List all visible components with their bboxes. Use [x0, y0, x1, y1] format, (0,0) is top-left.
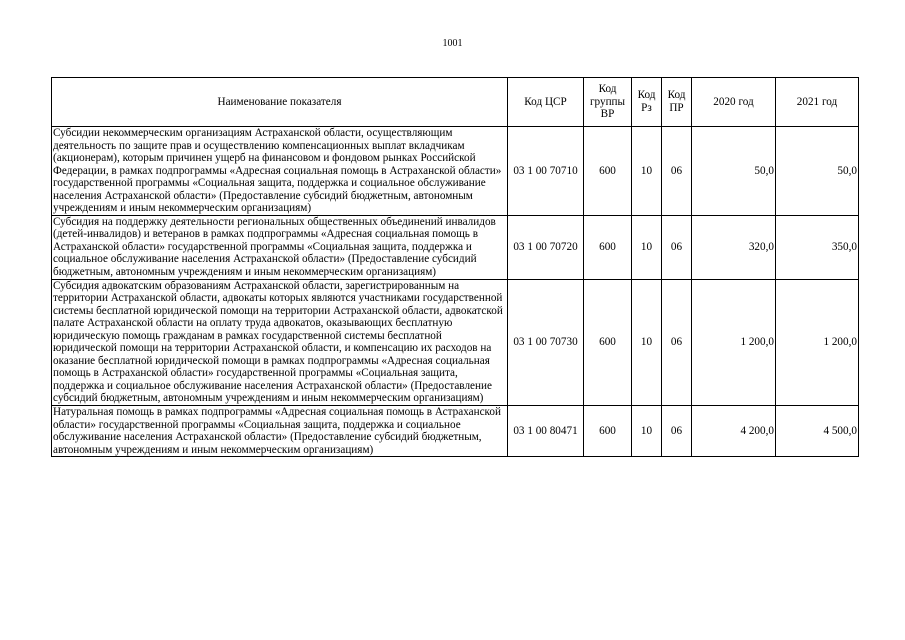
row-rz-code: 10 — [632, 406, 662, 457]
row-amount-2020: 320,0 — [692, 215, 776, 279]
table-row — [52, 215, 859, 279]
row-vr-code: 600 — [584, 406, 632, 457]
row-csr-code: 03 1 00 70720 — [508, 215, 584, 279]
row-pr-code: 06 — [662, 279, 692, 405]
header-year-2021: 2021 год — [776, 78, 859, 127]
row-rz-code: 10 — [632, 127, 662, 216]
table-row — [52, 406, 859, 457]
header-csr-code: Код ЦСР — [508, 78, 584, 127]
row-amount-2021: 4 500,0 — [776, 406, 859, 457]
row-pr-code: 06 — [662, 406, 692, 457]
header-year-2020: 2020 год — [692, 78, 776, 127]
budget-table — [51, 77, 859, 457]
row-vr-code: 600 — [584, 127, 632, 216]
row-pr-code: 06 — [662, 215, 692, 279]
row-name: Субсидия адвокатским образованиям Астраханской области, зарегистрированным на территории Астраханской области, адвокаты которых являются участниками государственной системы бесплатной юридической помощи на территории Астраханской области, адвокатской палате Астраханской области на оплату труда адвокатов, оказывающих бесплатную юридическую помощь гражданам в рамках государственной системы бесплатной юридической помощи на территории Астраханской области, и компенсацию их расходов на оказание бесплатной юридической помощи в рамках подпрограммы «Адресная социальная помощь в Астраханской области» государственной программы «Социальная защита, поддержка и социальное обслуживание населения Астраханской области» (Предоставление субсидий бюджетным, автономным учреждениям и иным некоммерческим организациям) — [52, 279, 508, 405]
row-name: Натуральная помощь в рамках подпрограммы «Адресная социальная помощь в Астраханской области» государственной программы «Социальная защита, поддержка и социальное обслуживание населения Астраханской области» (Предоставление субсидий бюджетным, автономным учреждениям и иным некоммерческим организациям) — [52, 406, 508, 457]
row-pr-code: 06 — [662, 127, 692, 216]
row-csr-code: 03 1 00 70730 — [508, 279, 584, 405]
header-pr-code: Код ПР — [662, 78, 692, 127]
row-amount-2021: 50,0 — [776, 127, 859, 216]
row-amount-2020: 1 200,0 — [692, 279, 776, 405]
row-name: Субсидия на поддержку деятельности региональных общественных объединений инвалидов (детей-инвалидов) и ветеранов в рамках подпрограммы «Адресная социальная помощь в Астраханской области» государственной программы «Социальная защита, поддержка и социальное обслуживание населения Астраханской области» (Предоставление субсидий бюджетным, автономным учреждениям и иным некоммерческим организациям) — [52, 215, 508, 279]
table-row — [52, 127, 859, 216]
row-amount-2021: 1 200,0 — [776, 279, 859, 405]
page-number: 1001 — [442, 38, 463, 49]
row-amount-2020: 50,0 — [692, 127, 776, 216]
row-amount-2021: 350,0 — [776, 215, 859, 279]
row-amount-2020: 4 200,0 — [692, 406, 776, 457]
row-vr-code: 600 — [584, 215, 632, 279]
header-rz-code: Код Рз — [632, 78, 662, 127]
table-header-row — [52, 78, 859, 127]
row-csr-code: 03 1 00 80471 — [508, 406, 584, 457]
row-rz-code: 10 — [632, 279, 662, 405]
row-rz-code: 10 — [632, 215, 662, 279]
row-csr-code: 03 1 00 70710 — [508, 127, 584, 216]
row-name: Субсидии некоммерческим организациям Астраханской области, осуществляющим деятельность по защите прав и осуществлению компенсационных выплат вкладчикам (акционерам), которым причинен ущерб на финансовом и фондовом рынках Российской Федерации, в рамках подпрограммы «Адресная социальная помощь в Астраханской области» государственной программы «Социальная защита, поддержка и социальное обслуживание населения Астраханской области» (Предоставление субсидий бюджетным, автономным учреждениям и иным некоммерческим организациям) — [52, 127, 508, 216]
header-name: Наименование показателя — [52, 78, 508, 127]
header-vr-code: Код группы ВР — [584, 78, 632, 127]
row-vr-code: 600 — [584, 279, 632, 405]
table-row — [52, 279, 859, 405]
